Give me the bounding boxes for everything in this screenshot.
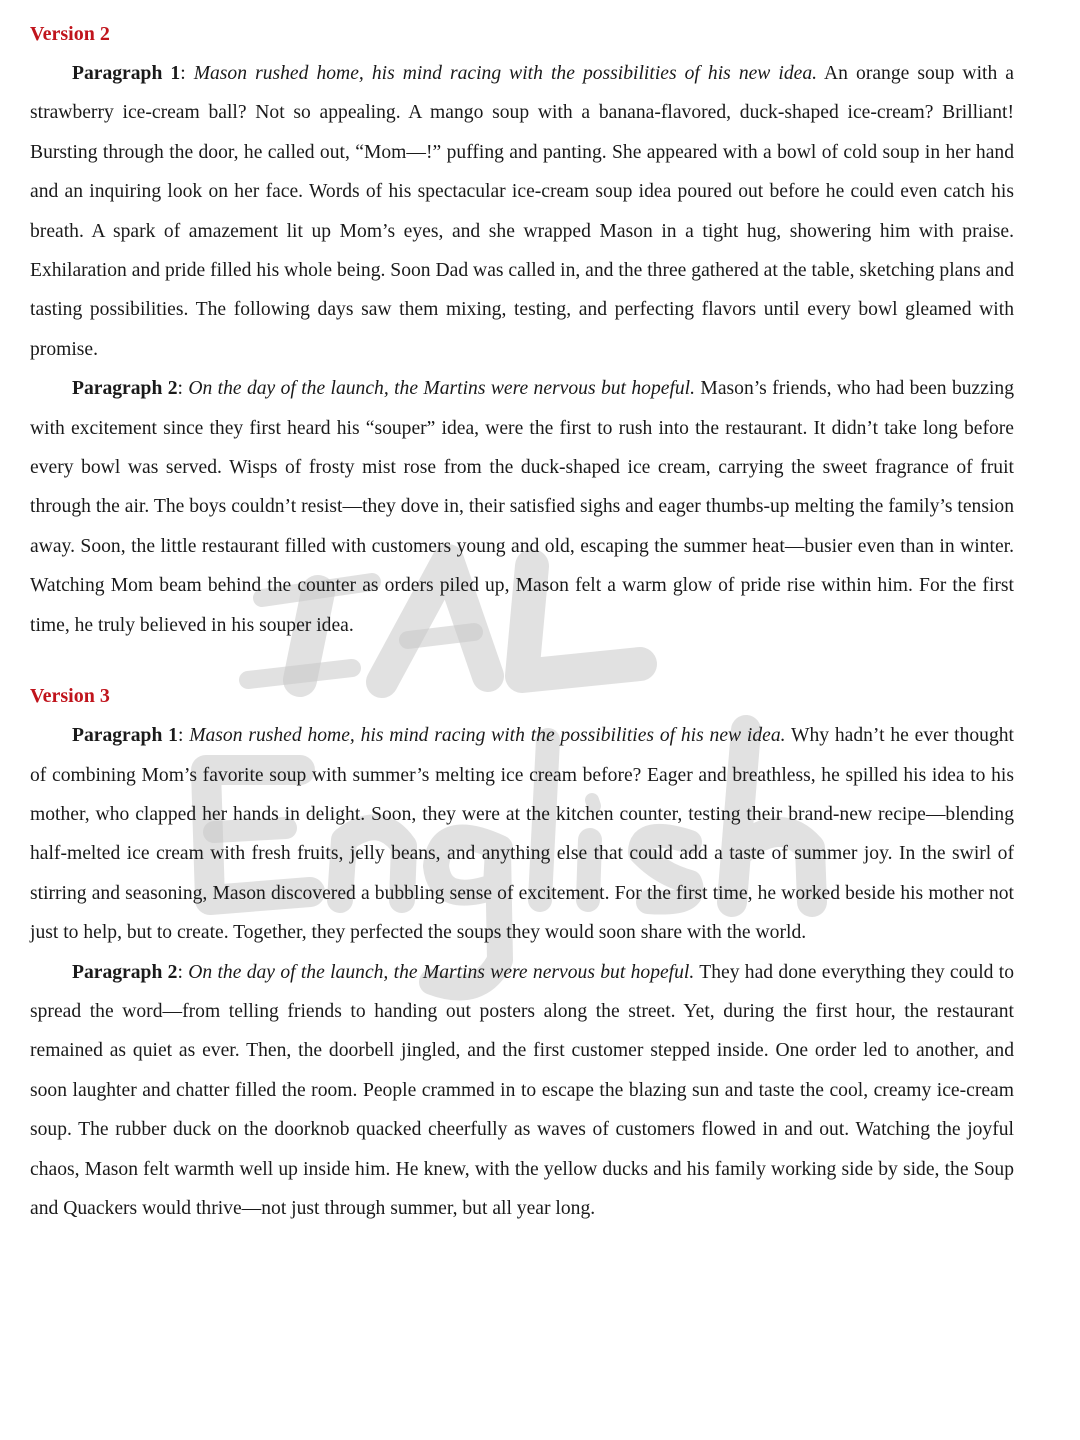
paragraph-body: They had done everything they could to spread the word—from telling friends to handing out posters along the street. Yet, during the first hour, the restaurant remained as quiet as ever. Then, the doorbell jingled, and the first customer stepped inside. One order led to another, and soon laughter and chatter filled the room. People crammed in to escape the blazing sun and taste the cool, creamy ice-cream soup. The rubber duck on the doorknob quacked cheerfully as waves of customers flowed in and out. Watching the joyful chaos, Mason felt warmth well up inside him. He knew, with the yellow ducks and his family working side by side, the Soup and Quackers would thrive—not just through summer, but all year long. (30, 961, 1015, 1219)
paragraph-label: Paragraph 2 (72, 378, 178, 400)
paragraph-label: Paragraph 1 (72, 725, 178, 747)
paragraph-label: Paragraph 1 (72, 63, 181, 84)
paragraph-body: An orange soup with a strawberry ice-cream ball? Not so appealing. A mango soup with a banana-flavored, duck-shaped ice-cream? Brilliant! Bursting through the door, he called out, “Mom—!” puffing and panting. She appeared with a bowl of cold soup in her hand and an inquiring look on her face. Words of his spectacular ice-cream soup idea poured out before he could even catch his breath. A spark of amazement lit up Mom’s eyes, and she wrapped Mason in a tight hug, showering him with praise. Exhilaration and pride filled his whole being. Soon Dad was called in, and the three gathered at the table, sketching plans and tasting possibilities. The following days saw them mixing, testing, and perfecting flavors until every bowl gleamed with promise. (30, 63, 1015, 360)
paragraph-label: Paragraph 2 (72, 961, 178, 983)
paragraph-lead-sentence: On the day of the launch, the Martins were nervous but hopeful. (188, 961, 695, 983)
version-2-heading: Version 2 (30, 23, 110, 45)
paragraph-lead-sentence: Mason rushed home, his mind racing with the possibilities of his new idea. (193, 63, 818, 84)
paragraph-body: Mason’s friends, who had been buzzing with excitement since they first heard his “souper” idea, were the first to rush into the restaurant. It didn’t take long before every bowl was served. Wisps of frosty mist rose from the duck-shaped ice cream, carrying the sweet fragrance of fruit through the air. The boys couldn’t resist—they dove in, their satisfied sighs and eager thumbs-up melting the family’s tension away. Soon, the little restaurant filled with customers young and old, escaping the summer heat—busier even than in winter. Watching Mom beam behind the counter as orders piled up, Mason felt a warm glow of pride rise within him. For the first time, he truly believed in his souper idea. (30, 378, 1014, 636)
version-3-heading: Version 3 (30, 685, 110, 708)
paragraph-separator: : (177, 725, 190, 747)
paragraph-separator: : (177, 378, 189, 400)
version-3-paragraph-1 (30, 716, 1014, 952)
version-3-paragraph-2 (30, 953, 1014, 1229)
paragraph-body: Why hadn’t he ever thought of combining Mom’s favorite soup with summer’s melting ice cream before? Eager and breathless, he spilled his idea to his mother, who clapped her hands in delight. Soon, they were at the kitchen counter, testing their brand-new recipe—blending half-melted ice cream with fresh fruits, jelly beans, and anything else that could add a taste of summer joy. In the swirl of stirring and seasoning, Mason discovered a bubbling sense of excitement. For the first time, he worked beside his mother not just to help, but to create. Together, they perfected the soups they would soon share with the world. (30, 725, 1015, 944)
paragraph-separator: : (177, 961, 189, 983)
version-3-section (30, 676, 1014, 1228)
paragraph-lead-sentence: Mason rushed home, his mind racing with the possibilities of his new idea. (189, 725, 786, 747)
paragraph-lead-sentence: On the day of the launch, the Martins were nervous but hopeful. (188, 378, 696, 400)
version-2-paragraph-2 (30, 369, 1014, 645)
paragraph-separator: : (180, 63, 194, 84)
version-2-paragraph-1 (30, 54, 1014, 369)
document-page (30, 14, 1014, 1228)
version-2-section (30, 14, 1014, 645)
